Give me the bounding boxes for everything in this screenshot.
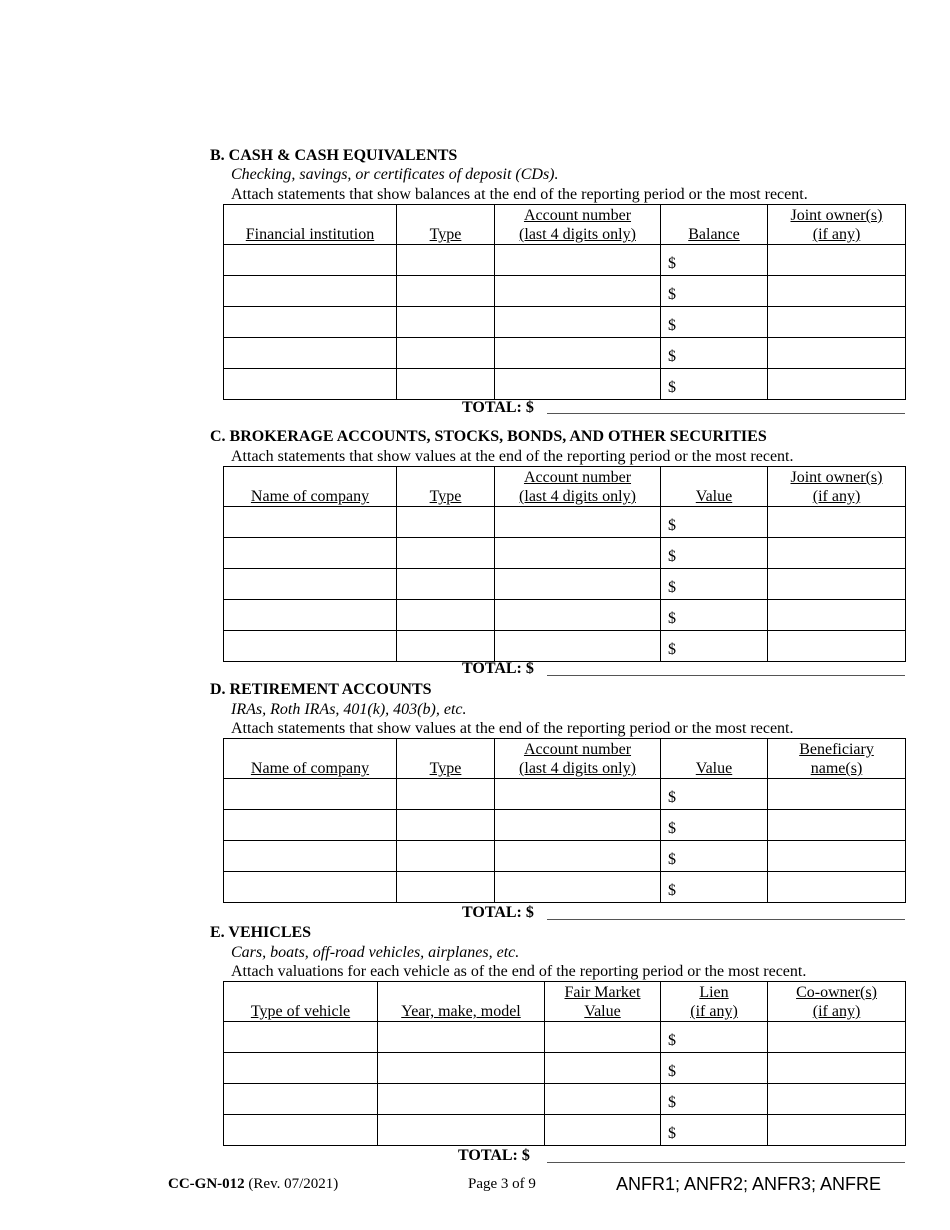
col-header-value: Value (661, 739, 768, 779)
amount-cell[interactable] (661, 631, 768, 662)
section-e-total-field[interactable] (547, 1149, 905, 1163)
table-row (224, 569, 906, 600)
input-cell[interactable] (224, 1115, 378, 1146)
col-header-name-of-company: Name of company (224, 739, 397, 779)
input-cell[interactable] (224, 307, 397, 338)
section-d-subtitle: IRAs, Roth IRAs, 401(k), 403(b), etc. (231, 701, 467, 718)
input-cell[interactable] (378, 1084, 545, 1115)
input-cell[interactable] (224, 276, 397, 307)
input-cell[interactable] (224, 600, 397, 631)
section-c-total-field[interactable] (547, 662, 905, 676)
table-header-row (224, 205, 906, 245)
input-cell[interactable] (224, 369, 397, 400)
table-row (224, 1022, 906, 1053)
input-cell[interactable] (495, 631, 661, 662)
input-cell[interactable] (495, 810, 661, 841)
section-e-instruction: Attach valuations for each vehicle as of the end of the reporting period or the most recent. (231, 963, 807, 980)
table-row (224, 1053, 906, 1084)
col-header-type-of-vehicle: Type of vehicle (224, 982, 378, 1022)
input-cell[interactable] (495, 507, 661, 538)
col-header-type: Type (397, 467, 495, 507)
col-header-year-make-model: Year, make, model (378, 982, 545, 1022)
input-cell[interactable] (768, 307, 906, 338)
section-d-total-label: TOTAL: $ (462, 904, 534, 921)
input-cell[interactable] (397, 810, 495, 841)
input-cell[interactable] (768, 872, 906, 903)
input-cell[interactable] (768, 779, 906, 810)
cash-equivalents-table (223, 204, 906, 400)
dollar-sign: $ (668, 789, 676, 806)
col-header-type: Type (397, 205, 495, 245)
col-header-lien: Lien (if any) (661, 982, 768, 1022)
input-cell[interactable] (224, 779, 397, 810)
table-header-row (224, 982, 906, 1022)
table-row (224, 245, 906, 276)
col-header-account-number: Account number (last 4 digits only) (495, 467, 661, 507)
input-cell[interactable] (397, 841, 495, 872)
table-header-row (224, 739, 906, 779)
table-row (224, 1115, 906, 1146)
section-e-title: E. VEHICLES (210, 924, 312, 941)
input-cell[interactable] (768, 538, 906, 569)
input-cell[interactable] (224, 631, 397, 662)
section-b-total-label: TOTAL: $ (462, 399, 534, 416)
input-cell[interactable] (397, 369, 495, 400)
col-header-balance: Balance (661, 205, 768, 245)
input-cell[interactable] (397, 276, 495, 307)
col-header-co-owners: Co-owner(s) (if any) (768, 982, 906, 1022)
col-header-joint-owners: Joint owner(s) (if any) (768, 205, 906, 245)
amount-cell[interactable] (661, 810, 768, 841)
section-c-instruction: Attach statements that show values at the end of the reporting period or the most recent. (231, 448, 794, 465)
input-cell[interactable] (495, 307, 661, 338)
retirement-accounts-table (223, 738, 906, 903)
amount-cell[interactable] (661, 1053, 768, 1084)
col-header-account-number: Account number (last 4 digits only) (495, 739, 661, 779)
input-cell[interactable] (768, 1022, 906, 1053)
input-cell[interactable] (495, 538, 661, 569)
input-cell[interactable] (545, 1053, 661, 1084)
input-cell[interactable] (224, 1053, 378, 1084)
amount-cell[interactable] (661, 872, 768, 903)
dollar-sign: $ (668, 1063, 676, 1080)
amount-cell[interactable] (661, 569, 768, 600)
vehicles-table (223, 981, 906, 1146)
col-header-financial-institution: Financial institution (224, 205, 397, 245)
input-cell[interactable] (224, 810, 397, 841)
input-cell[interactable] (768, 569, 906, 600)
table-row (224, 810, 906, 841)
amount-cell[interactable] (661, 1115, 768, 1146)
input-cell[interactable] (545, 1022, 661, 1053)
dollar-sign: $ (668, 255, 676, 272)
section-e-subtitle: Cars, boats, off-road vehicles, airplanes, etc. (231, 944, 520, 961)
input-cell[interactable] (545, 1115, 661, 1146)
input-cell[interactable] (495, 569, 661, 600)
input-cell[interactable] (545, 1084, 661, 1115)
input-cell[interactable] (378, 1053, 545, 1084)
amount-cell[interactable] (661, 307, 768, 338)
page-number: Page 3 of 9 (468, 1176, 536, 1192)
section-d-title: D. RETIREMENT ACCOUNTS (210, 681, 432, 698)
input-cell[interactable] (495, 779, 661, 810)
section-b-instruction: Attach statements that show balances at the end of the reporting period or the most recent. (231, 186, 808, 203)
amount-cell[interactable] (661, 507, 768, 538)
input-cell[interactable] (397, 307, 495, 338)
dollar-sign: $ (668, 1094, 676, 1111)
section-b-total-field[interactable] (547, 400, 905, 414)
col-header-name-of-company: Name of company (224, 467, 397, 507)
amount-cell[interactable] (661, 779, 768, 810)
amount-cell[interactable] (661, 841, 768, 872)
input-cell[interactable] (768, 369, 906, 400)
amount-cell[interactable] (661, 1022, 768, 1053)
table-row (224, 1084, 906, 1115)
dollar-sign: $ (668, 348, 676, 365)
input-cell[interactable] (397, 779, 495, 810)
input-cell[interactable] (495, 369, 661, 400)
dollar-sign: $ (668, 1125, 676, 1142)
input-cell[interactable] (397, 872, 495, 903)
table-row (224, 600, 906, 631)
table-row (224, 538, 906, 569)
input-cell[interactable] (768, 1084, 906, 1115)
col-header-value: Value (661, 467, 768, 507)
dollar-sign: $ (668, 641, 676, 658)
amount-cell[interactable] (661, 245, 768, 276)
col-header-fair-market-value: Fair Market Value (545, 982, 661, 1022)
dollar-sign: $ (668, 548, 676, 565)
input-cell[interactable] (768, 631, 906, 662)
input-cell[interactable] (397, 600, 495, 631)
input-cell[interactable] (768, 1115, 906, 1146)
form-number: CC-GN-012 (168, 1176, 245, 1192)
form-revision: (Rev. 07/2021) (248, 1176, 339, 1192)
col-header-joint-owners: Joint owner(s) (if any) (768, 467, 906, 507)
table-row (224, 338, 906, 369)
input-cell[interactable] (224, 245, 397, 276)
input-cell[interactable] (224, 1084, 378, 1115)
input-cell[interactable] (397, 569, 495, 600)
dollar-sign: $ (668, 517, 676, 534)
input-cell[interactable] (397, 245, 495, 276)
input-cell[interactable] (224, 538, 397, 569)
dollar-sign: $ (668, 820, 676, 837)
col-header-account-number: Account number (last 4 digits only) (495, 205, 661, 245)
input-cell[interactable] (495, 841, 661, 872)
input-cell[interactable] (224, 569, 397, 600)
input-cell[interactable] (224, 872, 397, 903)
col-header-type: Type (397, 739, 495, 779)
table-row (224, 631, 906, 662)
input-cell[interactable] (768, 276, 906, 307)
input-cell[interactable] (768, 507, 906, 538)
input-cell[interactable] (224, 1022, 378, 1053)
amount-cell[interactable] (661, 538, 768, 569)
table-row (224, 841, 906, 872)
brokerage-accounts-table (223, 466, 906, 662)
amount-cell[interactable] (661, 369, 768, 400)
input-cell[interactable] (397, 338, 495, 369)
form-codes: ANFR1; ANFR2; ANFR3; ANFRE (616, 1174, 882, 1194)
input-cell[interactable] (495, 276, 661, 307)
input-cell[interactable] (397, 538, 495, 569)
table-row (224, 307, 906, 338)
table-row (224, 872, 906, 903)
section-d-instruction: Attach statements that show values at the end of the reporting period or the most recent. (231, 720, 794, 737)
col-header-beneficiary: Beneficiary name(s) (768, 739, 906, 779)
input-cell[interactable] (768, 245, 906, 276)
table-row (224, 276, 906, 307)
section-b-title: B. CASH & CASH EQUIVALENTS (210, 147, 458, 164)
input-cell[interactable] (495, 600, 661, 631)
input-cell[interactable] (768, 600, 906, 631)
section-e-total-label: TOTAL: $ (458, 1147, 530, 1164)
input-cell[interactable] (224, 507, 397, 538)
table-row (224, 507, 906, 538)
form-id (168, 1175, 338, 1193)
input-cell[interactable] (397, 507, 495, 538)
input-cell[interactable] (397, 631, 495, 662)
dollar-sign: $ (668, 882, 676, 899)
dollar-sign: $ (668, 610, 676, 627)
dollar-sign: $ (668, 317, 676, 334)
input-cell[interactable] (495, 245, 661, 276)
section-c-total-label: TOTAL: $ (462, 660, 534, 677)
section-b-subtitle: Checking, savings, or certificates of deposit (CDs). (231, 166, 559, 183)
table-header-row (224, 467, 906, 507)
input-cell[interactable] (768, 841, 906, 872)
section-c-title: C. BROKERAGE ACCOUNTS, STOCKS, BONDS, AND OTHER SECURITIES (210, 428, 767, 445)
dollar-sign: $ (668, 851, 676, 868)
input-cell[interactable] (224, 841, 397, 872)
amount-cell[interactable] (661, 600, 768, 631)
input-cell[interactable] (495, 872, 661, 903)
input-cell[interactable] (768, 338, 906, 369)
dollar-sign: $ (668, 579, 676, 596)
dollar-sign: $ (668, 286, 676, 303)
section-d-total-field[interactable] (547, 906, 905, 920)
input-cell[interactable] (224, 338, 397, 369)
input-cell[interactable] (495, 338, 661, 369)
amount-cell[interactable] (661, 338, 768, 369)
dollar-sign: $ (668, 379, 676, 396)
input-cell[interactable] (378, 1022, 545, 1053)
input-cell[interactable] (378, 1115, 545, 1146)
amount-cell[interactable] (661, 276, 768, 307)
table-row (224, 369, 906, 400)
amount-cell[interactable] (661, 1084, 768, 1115)
table-row (224, 779, 906, 810)
input-cell[interactable] (768, 810, 906, 841)
input-cell[interactable] (768, 1053, 906, 1084)
dollar-sign: $ (668, 1032, 676, 1049)
